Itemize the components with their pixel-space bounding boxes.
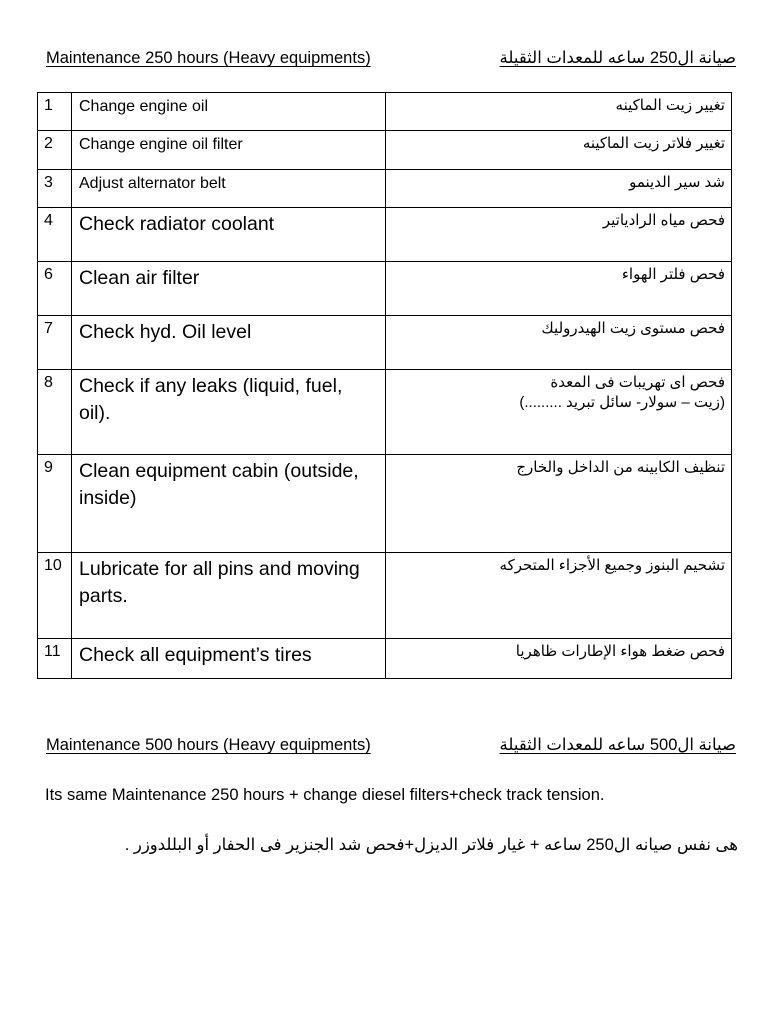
task-description-ar-line: فحص ضغط هواء الإطارات ظاهريا [515, 643, 725, 660]
task-description-ar [386, 208, 732, 262]
task-description-ar [386, 93, 732, 131]
section-500-body-ar: هى نفس صيانه ال250 ساعه + غيار فلاتر الديزل+فحص شد الجنزير فى الحفار أو البللدوزر . [124, 836, 738, 854]
maintenance-250-table [37, 92, 732, 679]
task-description-ar [386, 262, 732, 316]
task-description-ar [386, 639, 732, 679]
task-row [38, 639, 732, 679]
task-description-en: Adjust alternator belt [72, 170, 386, 208]
task-number: 6 [38, 262, 72, 316]
task-description-ar [386, 455, 732, 553]
task-description-en: Lubricate for all pins and moving parts. [72, 553, 386, 639]
task-row [38, 262, 732, 316]
task-description-ar-line: تنظيف الكابينه من الداخل والخارج [516, 459, 725, 476]
task-number: 4 [38, 208, 72, 262]
task-row [38, 131, 732, 170]
task-description-ar-line: فحص فلتر الهواء [621, 266, 725, 283]
section-500-title-ar: صيانة ال500 ساعه للمعدات الثقيلة [499, 736, 736, 754]
task-description-ar [386, 370, 732, 455]
task-description-ar-line: تشحيم البنوز وجميع الأجزاء المتحركه [499, 557, 725, 574]
task-description-en: Clean air filter [72, 262, 386, 316]
task-description-en: Check hyd. Oil level [72, 316, 386, 370]
task-description-en: Change engine oil filter [72, 131, 386, 170]
task-description-ar-line: فحص اى تهريبات فى المعدة [550, 374, 725, 391]
task-description-en: Clean equipment cabin (outside, inside) [72, 455, 386, 553]
task-description-ar [386, 316, 732, 370]
task-description-ar-line: شد سير الدينمو [629, 174, 725, 191]
task-description-ar-line: فحص مياه الرادياتير [602, 212, 725, 229]
task-description-ar-line: تغيير فلاتر زيت الماكينه [582, 135, 725, 152]
task-number: 7 [38, 316, 72, 370]
task-description-en: Change engine oil [72, 93, 386, 131]
section-250-title-ar: صيانة ال250 ساعه للمعدات الثقيلة [499, 49, 736, 67]
task-description-ar-line: تغيير زيت الماكينه [615, 97, 725, 114]
task-number: 1 [38, 93, 72, 131]
section-500-body-en: Its same Maintenance 250 hours + change diesel filters+check track tension. [45, 786, 605, 804]
task-row [38, 170, 732, 208]
task-number: 9 [38, 455, 72, 553]
task-row [38, 93, 732, 131]
task-number: 2 [38, 131, 72, 170]
task-row [38, 316, 732, 370]
maintenance-250-table-body [38, 93, 732, 679]
task-row [38, 553, 732, 639]
task-number: 3 [38, 170, 72, 208]
task-number: 8 [38, 370, 72, 455]
task-row [38, 370, 732, 455]
task-description-en: Check radiator coolant [72, 208, 386, 262]
section-250-title-en: Maintenance 250 hours (Heavy equipments) [46, 49, 371, 67]
task-description-ar [386, 553, 732, 639]
task-description-en: Check if any leaks (liquid, fuel, oil). [72, 370, 386, 455]
task-number: 10 [38, 553, 72, 639]
task-row [38, 208, 732, 262]
task-description-en: Check all equipment’s tires [72, 639, 386, 679]
task-description-ar [386, 170, 732, 208]
task-number: 11 [38, 639, 72, 679]
section-250-heading [46, 48, 736, 68]
task-row [38, 455, 732, 553]
section-500-heading [46, 735, 736, 755]
section-500-title-en: Maintenance 500 hours (Heavy equipments) [46, 736, 371, 754]
task-description-ar [386, 131, 732, 170]
task-description-ar-line: (زيت – سولار- سائل تبريد .........) [519, 394, 725, 412]
task-description-ar-line: فحص مستوى زيت الهيدروليك [541, 320, 725, 337]
